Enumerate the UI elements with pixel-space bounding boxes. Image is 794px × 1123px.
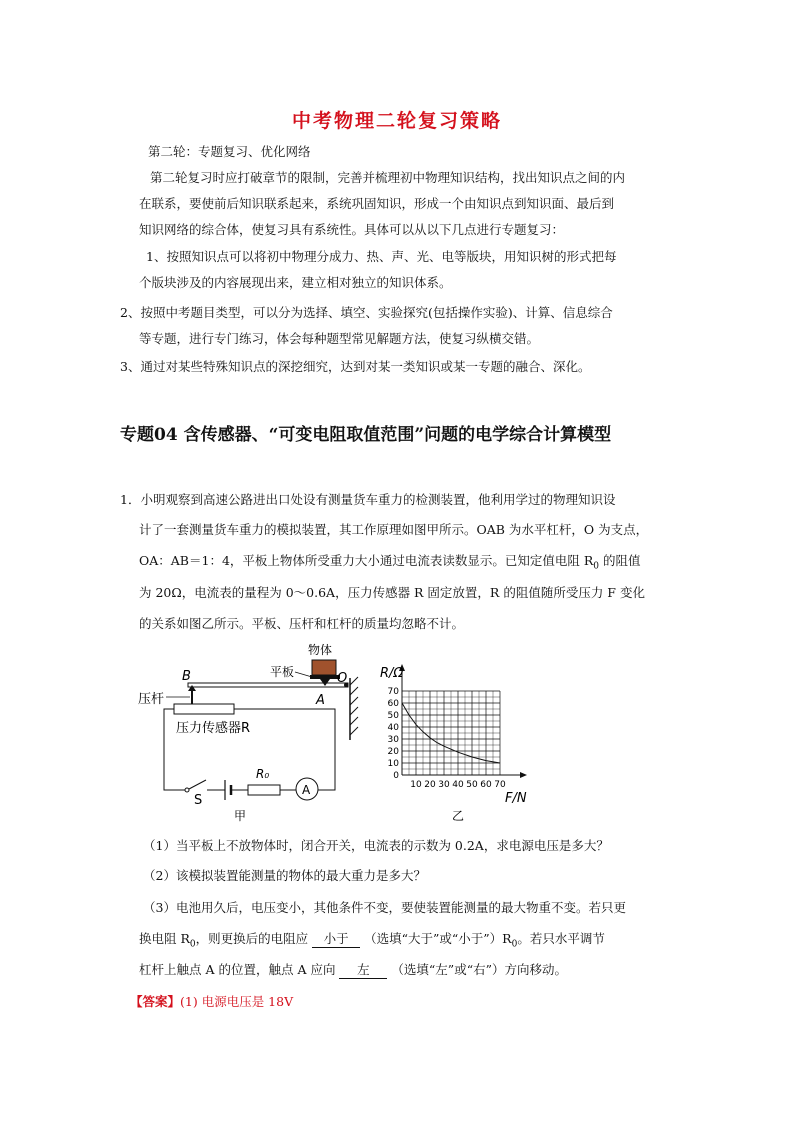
label-object: 物体	[308, 643, 333, 657]
x-tick-label: 50	[466, 780, 478, 790]
subscript: 0	[593, 561, 600, 572]
subscript: 0	[189, 939, 196, 950]
figure-r-f-chart	[365, 655, 540, 825]
x-tick-label: 70	[494, 780, 506, 790]
intro-subtitle: 第二轮：专题复习、优化网络	[148, 144, 311, 159]
label-o: O	[337, 671, 348, 686]
switch-blade	[189, 780, 206, 789]
y-tick-label: 10	[387, 759, 399, 769]
topic-title: 专题04 含传感器、“可变电阻取值范围”问题的电学综合计算模型	[120, 425, 612, 445]
y-tick-label: 40	[387, 723, 399, 733]
label-r0: R₀	[256, 767, 270, 781]
plate	[310, 675, 340, 679]
problem-line	[139, 551, 641, 572]
question-text: ，则更换后的电阻应	[195, 931, 309, 946]
answer-blank-1: 小于	[312, 929, 360, 948]
label-rod: 压杆	[138, 692, 165, 707]
label-ammeter: A	[302, 783, 311, 797]
chart-y-ticks	[388, 687, 400, 781]
y-tick-label: 20	[387, 747, 399, 757]
x-tick-label: 60	[480, 780, 492, 790]
y-tick-label: 70	[387, 687, 399, 697]
intro-item-3: 3、通过对某些特殊知识点的深挖细究，达到对某一类知识或某一专题的融合、深化。	[120, 359, 591, 374]
chart-x-ticks	[410, 780, 506, 790]
problem-text: 的阻值	[603, 553, 641, 568]
question-text: 杠杆上触点 A 的位置，触点 A 应向	[139, 962, 336, 977]
x-tick-label: 10	[410, 780, 422, 790]
intro-paragraph-line: 第二轮复习时应打破章节的限制，完善并梳理初中物理知识结构，找出知识点之间的内	[150, 170, 626, 185]
answer-line	[130, 992, 293, 1010]
intro-item-2-line: 2、按照中考题目类型，可以分为选择、填空、实验探究(包括操作实验)、计算、信息综合	[120, 305, 613, 320]
object-block	[312, 660, 336, 675]
chart-grid	[402, 691, 500, 775]
chart-x-label: F/N	[505, 791, 527, 806]
y-tick-label: 60	[387, 699, 399, 709]
figure-circuit-lever	[130, 640, 370, 830]
problem-line: 的关系如图乙所示。平板、压杆和杠杆的质量均忽略不计。	[139, 616, 465, 631]
x-axis-arrow	[520, 772, 527, 778]
question-3-line: （3）电池用久后，电压变小，其他条件不变，要使装置能测量的最大物重不变。若只更	[143, 900, 626, 915]
chart-caption: 乙	[452, 809, 465, 823]
wall-hatching	[350, 677, 358, 735]
intro-paragraph-line: 知识网络的综合体，使复习具有系统性。具体可以从以下几点进行专题复习：	[139, 222, 565, 237]
label-sensor: 压力传感器R	[176, 721, 251, 736]
plate-pointer	[295, 672, 312, 677]
page-title: 中考物理二轮复习策略	[291, 110, 502, 132]
y-tick-label: 0	[393, 771, 399, 781]
question-3-line	[139, 960, 567, 979]
intro-item-2-line: 等专题，进行专门练习，体会每种题型常见解题方法，使复习纵横交错。	[139, 331, 540, 346]
question-2: （2）该模拟装置能测量的物体的最大重力是多大？	[143, 868, 426, 883]
sensor-resistor	[174, 704, 234, 714]
y-tick-label: 30	[387, 735, 399, 745]
problem-text: OA：AB＝1：4，平板上物体所受重力大小通过电流表读数显示。已知定值电阻 R	[139, 553, 594, 568]
question-text: （选填“左”或“右”）方向移动。	[391, 962, 567, 977]
problem-line: 为 20Ω，电流表的量程为 0～0.6A，压力传感器 R 固定放置，R 的阻值随所受压力 F 变化	[139, 585, 645, 600]
intro-paragraph-line: 在联系，要使前后知识联系起来，系统巩固知识，形成一个由知识点到知识面、最后到	[139, 196, 615, 211]
intro-item-1-line: 1、按照知识点可以将初中物理分成力、热、声、光、电等版块，用知识树的形式把每	[146, 249, 617, 264]
chart-y-label: R/Ω	[380, 666, 404, 681]
question-text: （选填“大于”或“小于”）R	[364, 931, 512, 946]
intro-item-1-line: 个版块涉及的内容展现出来，建立相对独立的知识体系。	[139, 275, 452, 290]
caption-jia: 甲	[234, 809, 247, 823]
label-b: B	[182, 669, 191, 684]
y-tick-label: 50	[387, 711, 399, 721]
question-text: 换电阻 R	[139, 931, 190, 946]
resistor-r0	[248, 785, 280, 795]
label-s: S	[194, 793, 203, 808]
label-a: A	[316, 693, 325, 708]
problem-line: 计了一套测量货车重力的模拟装置，其工作原理如图甲所示。OAB 为水平杠杆，O 为支点，	[139, 522, 649, 537]
x-tick-label: 40	[452, 780, 464, 790]
problem-line: 1．小明观察到高速公路进出口处设有测量货车重力的检测装置，他利用学过的物理知识设	[120, 492, 616, 507]
label-plate: 平板	[270, 665, 295, 679]
switch-contact	[185, 788, 189, 792]
x-tick-label: 30	[438, 780, 450, 790]
question-text: 。若只水平调节	[517, 931, 605, 946]
answer-blank-2: 左	[339, 960, 387, 979]
subscript: 0	[511, 939, 518, 950]
question-3-line	[139, 929, 605, 950]
x-tick-label: 20	[424, 780, 436, 790]
answer-text: (1) 电源电压是 18V	[180, 994, 294, 1009]
question-1: （1）当平板上不放物体时，闭合开关，电流表的示数为 0.2A，求电源电压是多大？	[143, 838, 609, 853]
answer-label: 【答案】	[130, 994, 181, 1009]
